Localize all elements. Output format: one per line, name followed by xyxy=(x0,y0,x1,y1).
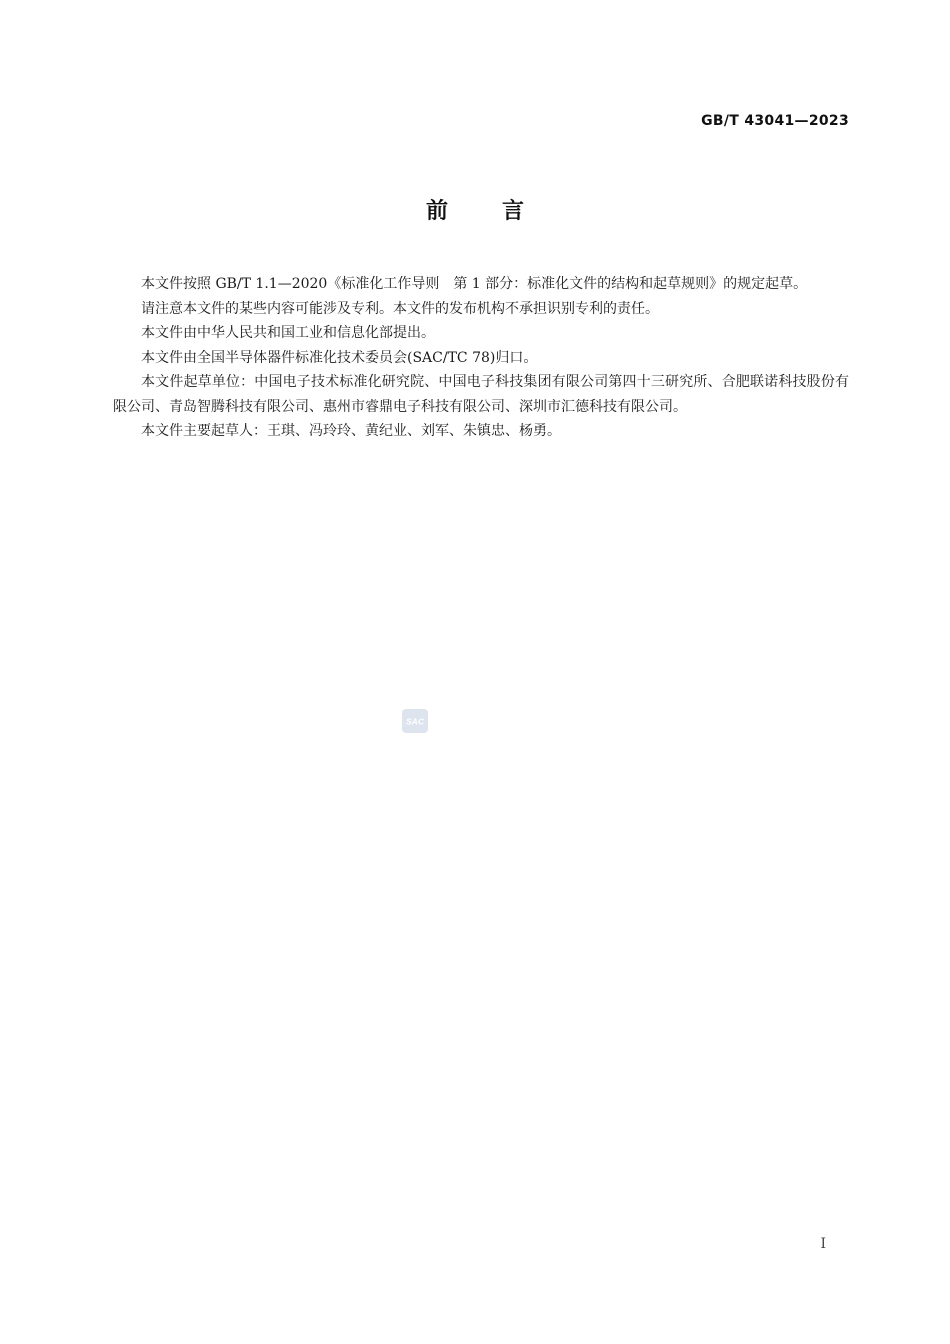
paragraph-drafting-rules: 本文件按照 GB/T 1.1—2020《标准化工作导则 第 1 部分：标准化文件的结构和起草规则》的规定起草。 xyxy=(141,276,808,292)
page-number: I xyxy=(820,1236,826,1252)
paragraph-proposer: 本文件由中华人民共和国工业和信息化部提出。 xyxy=(141,325,435,341)
paragraph-drafters: 本文件主要起草人：王琪、冯玲玲、黄纪业、刘军、朱镇忠、杨勇。 xyxy=(141,423,561,439)
paragraph-drafting-units: 本文件起草单位：中国电子技术标准化研究院、中国电子科技集团有限公司第四十三研究所、合肥联诺科技股份有限公司、青岛智腾科技有限公司、惠州市睿鼎电子科技有限公司、深圳市汇德科技有限公司。 xyxy=(113,374,849,415)
svg-text:SAC: SAC xyxy=(406,716,424,727)
sac-logo-icon xyxy=(402,709,428,733)
standard-number: GB/T 43041—2023 xyxy=(701,113,849,129)
paragraph-technical-committee: 本文件由全国半导体器件标准化技术委员会(SAC/TC 78)归口。 xyxy=(141,349,538,366)
page-title: 前言 xyxy=(425,199,578,224)
sac-watermark-logo xyxy=(402,709,428,733)
foreword-body xyxy=(113,272,849,444)
paragraph-patent-notice: 请注意本文件的某些内容可能涉及专利。本文件的发布机构不承担识别专利的责任。 xyxy=(141,300,659,317)
